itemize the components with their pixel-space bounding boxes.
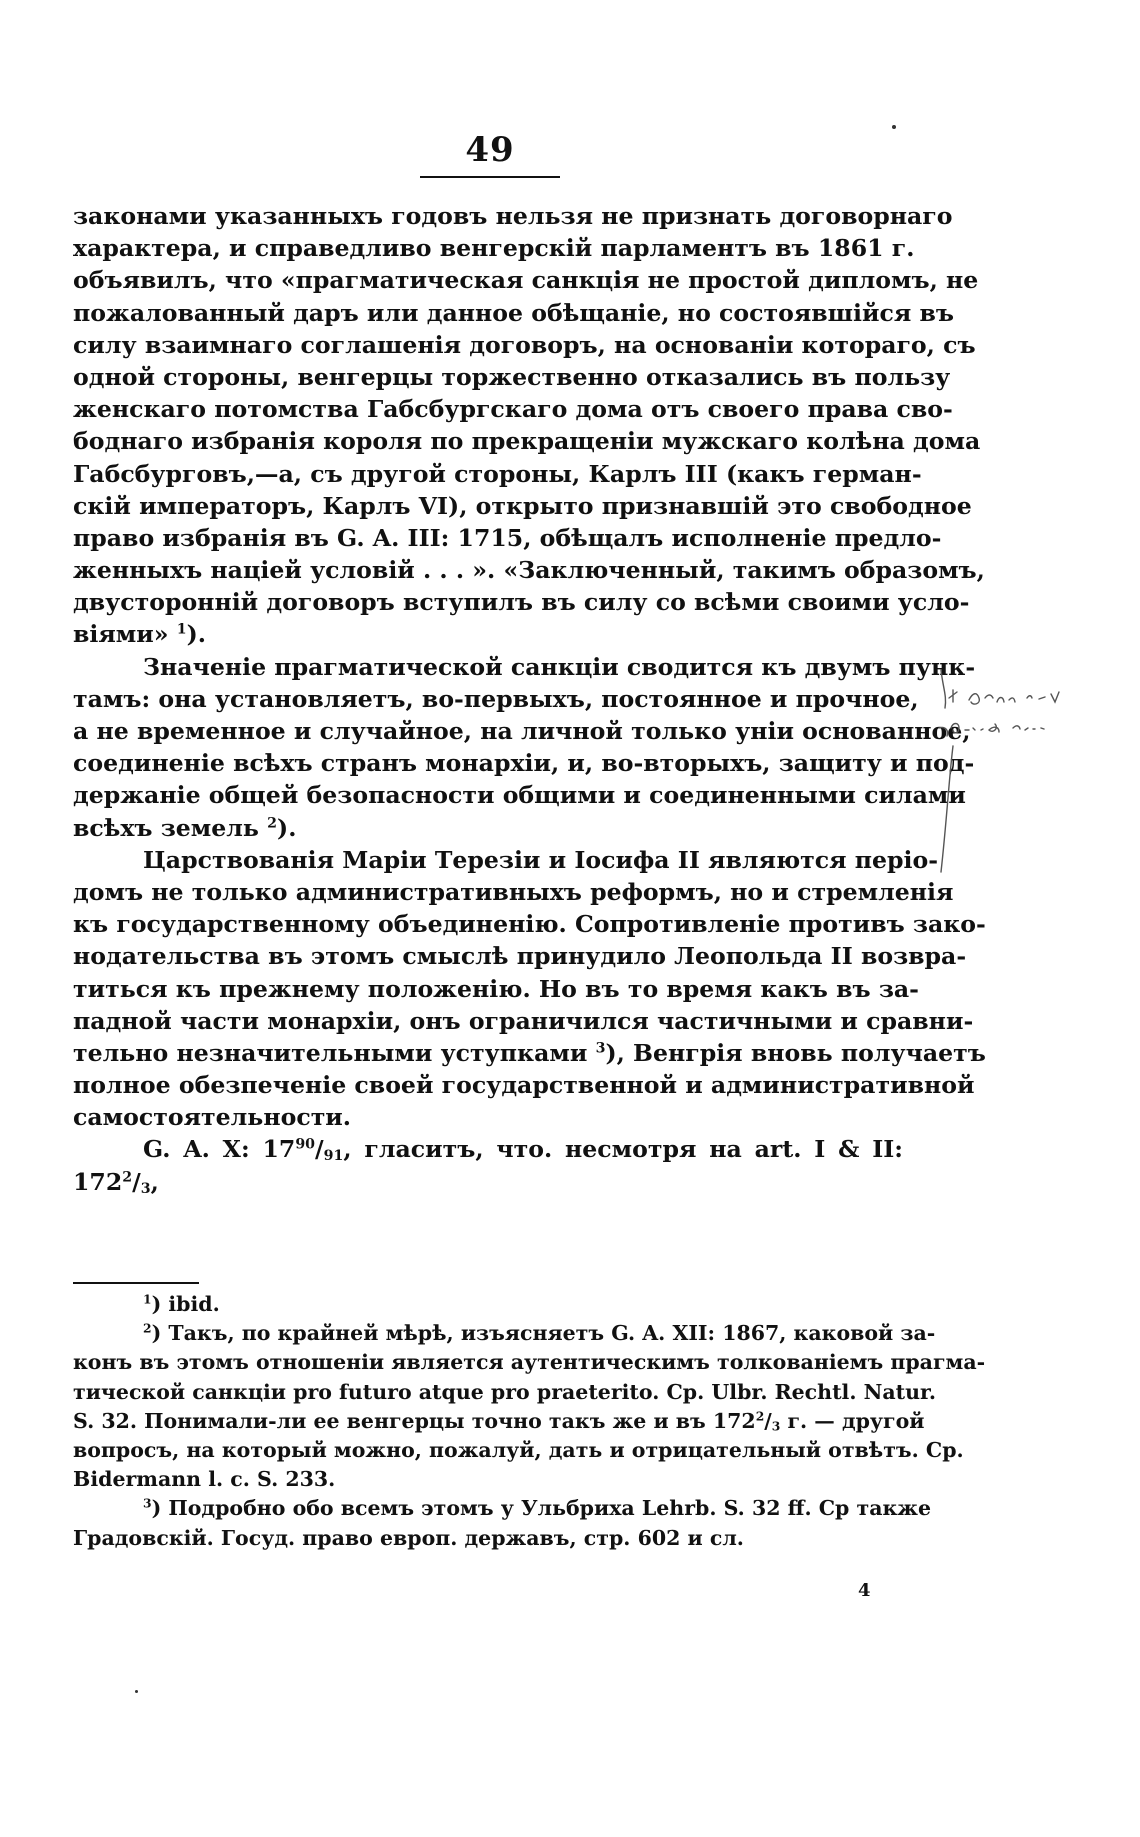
fraction-slash: /	[132, 1167, 141, 1196]
text-fragment: ).	[186, 620, 206, 649]
text-line: объявилъ, что «прагматическая санкція не простой дипломъ, не	[73, 266, 979, 295]
text-line: Царствованія Маріи Терезіи и Іосифа II являются періо-	[143, 845, 939, 874]
text-line: домъ не только административныхъ реформъ, но и стремленія	[73, 877, 954, 906]
footnote-mark: 2	[143, 1320, 152, 1336]
footnote-ref-1: 1	[176, 621, 187, 638]
text-fragment: ) Подробно обо всемъ этомъ у Ульбриха Lehrb. S. 32 ff. Ср также	[151, 1496, 932, 1521]
print-speck	[892, 125, 896, 129]
text-line: соединеніе всѣхъ странъ монархіи, и, во-вторыхъ, защиту и под-	[73, 749, 975, 778]
footnote-rule	[73, 1282, 199, 1284]
footnote-2-line: тической санкціи pro futuro atque pro praeterito. Cp. Ulbr. Rechtl. Natur.	[73, 1379, 937, 1404]
footnote-3-line	[73, 1494, 932, 1523]
footnote-ref-2: 2	[267, 815, 278, 832]
fraction-numerator: 2	[755, 1408, 765, 1424]
text-line: къ государственному объединенію. Сопротивленіе противъ зако-	[73, 910, 986, 939]
text-line: титься къ прежнему положенію. Но въ то время какъ въ за-	[73, 974, 919, 1003]
text-fragment: ) ibid.	[151, 1292, 220, 1316]
text-fragment: 172	[73, 1167, 123, 1196]
fraction-denominator: 91	[323, 1148, 344, 1165]
text-line: право избранія въ G. A. III: 1715, обѣщалъ исполненіе предло-	[73, 523, 942, 552]
text-line: Значеніе прагматической санкціи сводится къ двумъ пунк-	[143, 652, 976, 681]
text-fragment: ) Такъ, по крайней мѣрѣ, изъясняетъ G. A. XII: 1867, каковой за-	[151, 1321, 936, 1346]
fraction-numerator: 2	[122, 1169, 133, 1186]
text-line: а не временное и случайное, на личной только уніи основанное,	[73, 717, 971, 745]
text-line: держаніе общей безопасности общими и соединенными силами	[73, 781, 966, 810]
footnote-2-line: конъ въ этомъ отношеніи является аутентическимъ толкованіемъ прагма-	[73, 1350, 986, 1375]
text-line	[73, 1166, 903, 1198]
text-line: Габсбурговъ,—а, съ другой стороны, Карлъ III (какъ герман-	[73, 459, 922, 488]
text-line: законами указанныхъ годовъ нельзя не признать договорнаго	[73, 202, 953, 230]
text-line: характера, и справедливо венгерскій парламентъ въ 1861 г.	[73, 234, 915, 263]
text-fragment: віями»	[73, 620, 169, 649]
fraction-slash: /	[764, 1408, 772, 1433]
fraction-denominator: 3	[771, 1418, 781, 1434]
footnote-mark: 3	[143, 1495, 152, 1511]
footnotes	[73, 1290, 986, 1553]
text-line	[73, 812, 903, 844]
text-line	[73, 1037, 986, 1069]
footnote-mark: 1	[143, 1291, 152, 1307]
text-line: скій императоръ, Карлъ VI), открыто признавшій это свободное	[73, 491, 972, 520]
fraction-numerator: 90	[295, 1136, 316, 1153]
text-fragment: г. — другой	[780, 1408, 925, 1433]
text-line: одной стороны, венгерцы торжественно отказались въ пользу	[73, 362, 951, 391]
text-line: боднаго избранія короля по прекращеніи мужскаго колѣна дома	[73, 427, 981, 456]
text-line: падной части монархіи, онъ ограничился частичными и сравни-	[73, 1006, 974, 1035]
print-speck	[135, 1690, 138, 1693]
fraction-denominator: 3	[140, 1180, 151, 1197]
footnote-3-line: Градовскій. Госуд. право европ. державъ, стр. 602 и сл.	[73, 1525, 744, 1550]
text-line: женныхъ націей условій . . . ». «Заключенный, такимъ образомъ,	[73, 556, 985, 585]
footnote-2-line: вопросъ, на который можно, пожалуй, дать и отрицательный отвѣтъ. Ср.	[73, 1437, 964, 1462]
text-fragment: тельно незначительными уступками	[73, 1038, 588, 1067]
text-line: двусторонній договоръ вступилъ въ силу со всѣми своими усло-	[73, 588, 970, 617]
text-line: самостоятельности.	[73, 1103, 352, 1132]
text-fragment: S. 32. Понимали-ли ее венгерцы точно такъ же и въ 172	[73, 1408, 756, 1433]
footnote-1	[73, 1290, 903, 1319]
text-line: тамъ: она установляетъ, во-первыхъ, постоянное и прочное,	[73, 684, 919, 713]
text-fragment: , гласитъ, что. несмотря на art. I & II:	[343, 1135, 903, 1164]
fraction-slash: /	[315, 1135, 324, 1164]
footnote-2-line: Bidermann l. c. S. 233.	[73, 1467, 336, 1492]
footnote-2-line	[73, 1319, 936, 1348]
signature-mark: 4	[858, 1580, 871, 1601]
text-line: нодательства въ этомъ смыслѣ принудило Леопольда II возвра-	[73, 942, 967, 971]
text-line: полное обезпеченіе своей государственной и административной	[73, 1071, 975, 1100]
handwritten-margin-note	[935, 668, 1135, 888]
text-line: силу взаимнаго соглашенія договоръ, на основаніи котораго, съ	[73, 330, 976, 359]
text-fragment: ), Венгрія вновь получаетъ	[605, 1038, 986, 1067]
text-line: женскаго потомства Габсбургскаго дома отъ своего права сво-	[73, 395, 953, 424]
text-fragment: ).	[277, 813, 297, 842]
page-number-rule	[420, 176, 560, 178]
text-line	[73, 618, 903, 650]
footnote-ref-3: 3	[595, 1040, 606, 1057]
main-text	[73, 200, 986, 1198]
text-fragment: всѣхъ земель	[73, 813, 259, 842]
text-line: пожалованный даръ или данное обѣщаніе, но состоявшійся въ	[73, 298, 954, 327]
text-fragment: ,	[150, 1167, 159, 1196]
text-fragment: G. A. X: 17	[143, 1135, 296, 1164]
footnote-2-line	[73, 1407, 925, 1436]
text-line	[73, 1133, 903, 1165]
page-number: 49	[465, 130, 515, 170]
